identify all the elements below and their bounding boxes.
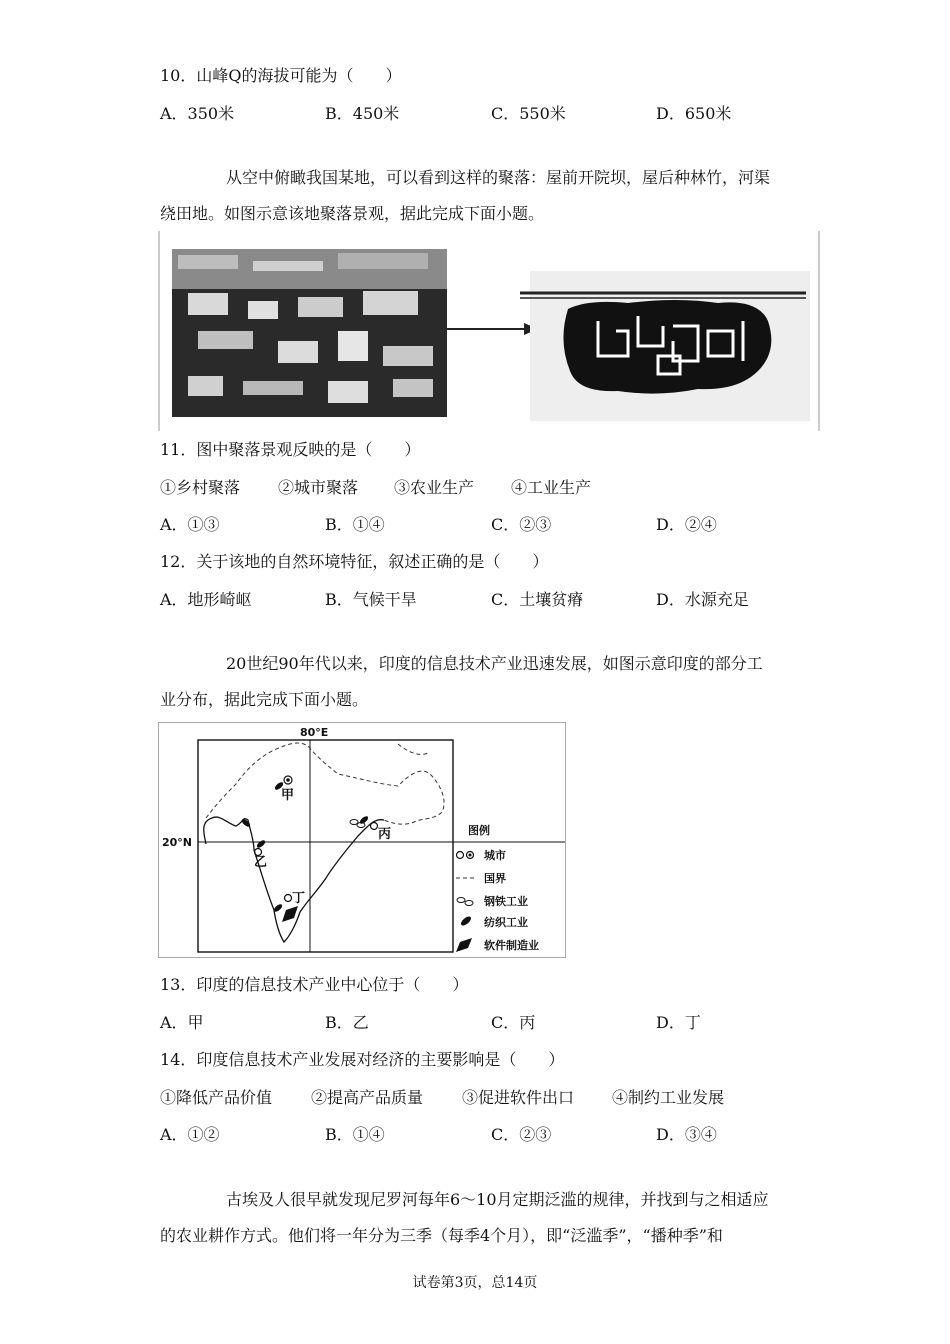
q12-option-a: A．地形崎岖 xyxy=(160,590,252,609)
q11-stem: 11．图中聚落景观反映的是（ ） xyxy=(160,440,421,459)
settlement-figure xyxy=(158,231,820,431)
q13-option-a: A．甲 xyxy=(160,1013,204,1032)
q11-option-b: B．①④ xyxy=(325,515,385,534)
q14-option-a: A．①② xyxy=(160,1125,220,1144)
q10-option-b: B．450米 xyxy=(325,104,400,123)
q11-item-2: ②城市聚落 xyxy=(278,478,359,497)
q14-option-b: B．①④ xyxy=(325,1125,385,1144)
q13-option-b: B．乙 xyxy=(325,1013,369,1032)
latitude-label: 20°N xyxy=(162,836,193,849)
q10-option-a: A．350米 xyxy=(160,104,235,123)
india-map-svg xyxy=(158,722,566,958)
legend-steel: 钢铁工业 xyxy=(484,895,528,908)
aerial-photo xyxy=(172,249,447,417)
legend-title: 图例 xyxy=(468,824,490,837)
settlement-figure-svg xyxy=(158,231,820,431)
q14-item-1: ①降低产品价值 xyxy=(160,1088,273,1107)
settlement-schematic xyxy=(520,271,810,421)
q14-stem: 14．印度信息技术产业发展对经济的主要影响是（ ） xyxy=(160,1050,565,1069)
page-footer: 试卷第3页，总14页 xyxy=(412,1275,538,1291)
q11-item-1: ①乡村聚落 xyxy=(160,478,241,497)
india-industry-map xyxy=(158,722,566,958)
legend-software: 软件制造业 xyxy=(484,939,539,952)
q14-option-c: C．②③ xyxy=(491,1125,552,1144)
q14-option-d: D．③④ xyxy=(656,1125,717,1144)
q12-option-b: B．气候干旱 xyxy=(325,590,417,609)
q10-stem: 10．山峰Q的海拔可能为（ ） xyxy=(160,66,402,85)
q12-option-c: C．土壤贫瘠 xyxy=(491,590,584,609)
q12-stem: 12．关于该地的自然环境特征，叙述正确的是（ ） xyxy=(160,552,549,571)
city-ding-label: 丁 xyxy=(292,891,306,906)
city-yi-label: 乙 xyxy=(254,855,268,870)
legend-textile: 纺织工业 xyxy=(484,916,528,929)
q11-item-3: ③农业生产 xyxy=(394,478,475,497)
q11-option-c: C．②③ xyxy=(491,515,552,534)
arrow-icon xyxy=(447,323,538,335)
passage2-line2: 业分布，据此完成下面小题。 xyxy=(160,690,369,709)
passage1-line2: 绕田地。如图示意该地聚落景观，据此完成下面小题。 xyxy=(160,204,545,223)
passage3-line1: 古埃及人很早就发现尼罗河每年6～10月定期泛滥的规律，并找到与之相适应 xyxy=(226,1190,769,1209)
longitude-label: 80°E xyxy=(300,726,329,739)
q13-option-d: D．丁 xyxy=(656,1013,701,1032)
q12-option-d: D．水源充足 xyxy=(656,590,749,609)
passage1-line1: 从空中俯瞰我国某地，可以看到这样的聚落：屋前开院坝，屋后种林竹，河渠 xyxy=(226,168,771,187)
passage3-line2: 的农业耕作方式。他们将一年分为三季（每季4个月），即“泛滥季”，“播种季”和 xyxy=(160,1226,723,1245)
legend-border: 国界 xyxy=(484,872,506,885)
city-bing-label: 丙 xyxy=(378,827,392,842)
q13-stem: 13．印度的信息技术产业中心位于（ ） xyxy=(160,975,469,994)
q10-option-d: D．650米 xyxy=(656,104,732,123)
q11-option-a: A．①③ xyxy=(160,515,220,534)
q11-option-d: D．②④ xyxy=(656,515,717,534)
legend-city: 城市 xyxy=(484,849,506,862)
q13-option-c: C．丙 xyxy=(491,1013,536,1032)
passage2-line1: 20世纪90年代以来，印度的信息技术产业迅速发展，如图示意印度的部分工 xyxy=(226,654,763,673)
city-jia-label: 甲 xyxy=(281,788,295,803)
q10-option-c: C．550米 xyxy=(491,104,566,123)
q11-item-4: ④工业生产 xyxy=(511,478,592,497)
q14-item-4: ④制约工业发展 xyxy=(612,1088,725,1107)
q14-item-2: ②提高产品质量 xyxy=(311,1088,424,1107)
q14-item-3: ③促进软件出口 xyxy=(462,1088,575,1107)
